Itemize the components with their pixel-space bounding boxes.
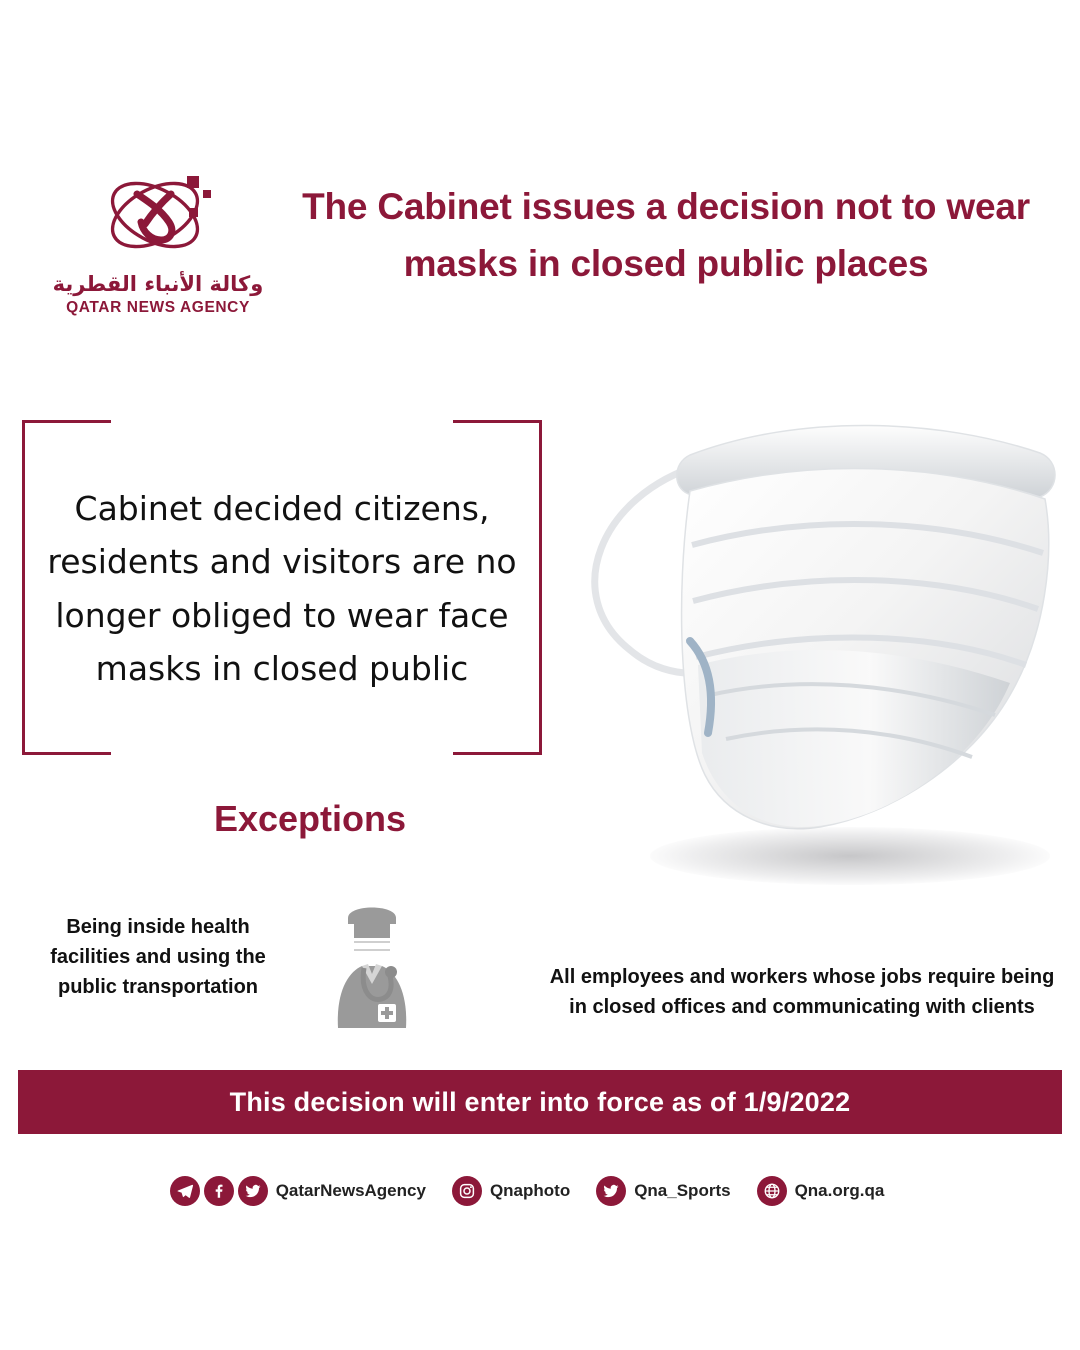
social-label-qnaphoto: Qnaphoto: [489, 1181, 571, 1200]
exception-item-health-transport: Being inside health facilities and using the public transportation: [50, 916, 266, 998]
social-group-qnaphoto[interactable]: [452, 1176, 596, 1206]
effective-date-text: This decision will enter into force as of 1/9/2022: [229, 1086, 851, 1117]
qna-logo: [48, 160, 268, 317]
exceptions-heading: Exceptions: [213, 798, 407, 839]
social-label-qatarnewsagency: QatarNewsAgency: [275, 1181, 426, 1200]
twitter-icon[interactable]: [596, 1176, 626, 1206]
quote-box-corner-top-left: [22, 420, 111, 487]
doctor-icon: [292, 880, 452, 1040]
quote-box-corner-bottom-right: [453, 688, 542, 755]
mask-shadow: [650, 827, 1050, 885]
social-group-website[interactable]: [757, 1176, 911, 1206]
qna-logo-icon: [83, 160, 233, 270]
logo-arabic-text: وكالة الأنباء القطرية: [52, 272, 264, 296]
quote-box-corner-bottom-left: [22, 688, 111, 755]
social-group-qatarnewsagency[interactable]: [170, 1176, 452, 1206]
exception-item-closed-offices: All employees and workers whose jobs require being in closed offices and communicating with clients: [549, 966, 1055, 1018]
footer-social-bar: [0, 1176, 1080, 1206]
page-title: The Cabinet issues a decision not to wear masks in closed public places: [302, 186, 1030, 285]
twitter-icon[interactable]: [238, 1176, 268, 1206]
face-mask-image: [540, 395, 1080, 925]
instagram-icon[interactable]: [452, 1176, 482, 1206]
social-group-qnasports[interactable]: [596, 1176, 756, 1206]
effective-date-banner: [18, 1070, 1062, 1134]
logo-english-text: QATAR NEWS AGENCY: [66, 299, 250, 316]
facebook-icon[interactable]: [204, 1176, 234, 1206]
social-label-website: Qna.org.qa: [794, 1181, 885, 1200]
telegram-icon[interactable]: [170, 1176, 200, 1206]
globe-icon[interactable]: [757, 1176, 787, 1206]
quote-box-corner-top-right: [453, 420, 542, 487]
quote-box: [22, 420, 542, 755]
quote-text: Cabinet decided citizens, residents and visitors are no longer obliged to wear face masks in closed public: [47, 489, 517, 689]
social-label-qnasports: Qna_Sports: [634, 1181, 731, 1200]
